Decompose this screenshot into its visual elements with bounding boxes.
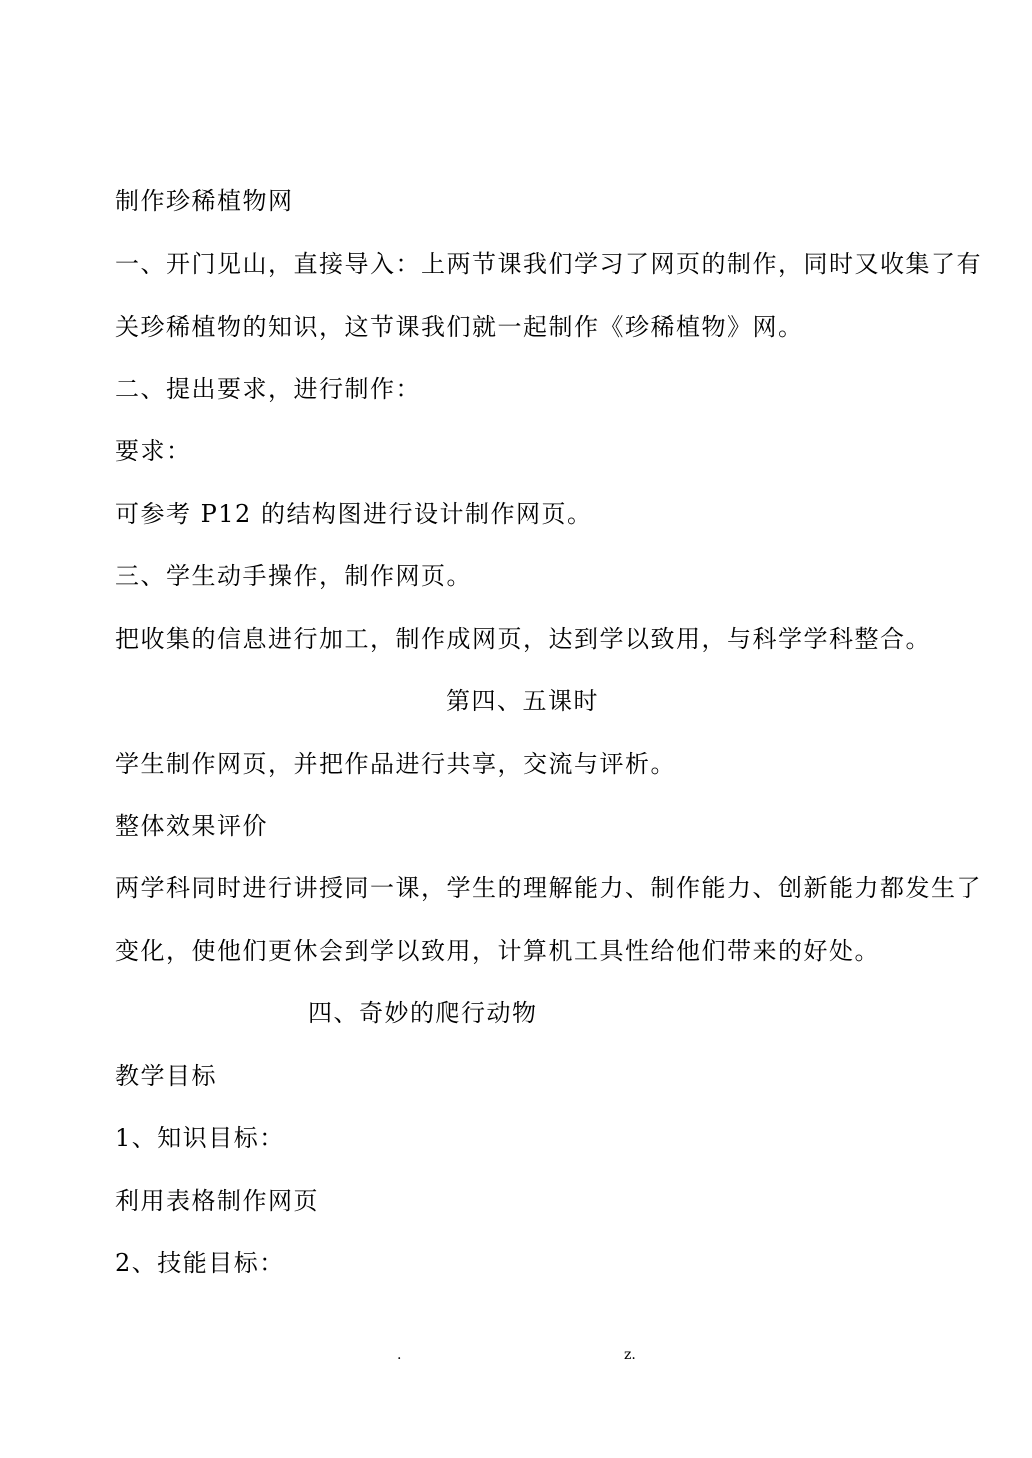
- paragraph-line: 教学目标: [115, 1062, 217, 1090]
- paragraph-line: 三、学生动手操作，制作网页。: [115, 562, 472, 590]
- paragraph-line: 二、提出要求，进行制作：: [115, 375, 421, 403]
- paragraph-line: 把收集的信息进行加工，制作成网页，达到学以致用，与科学学科整合。: [115, 625, 931, 653]
- footer-left-mark: .: [397, 1347, 402, 1363]
- paragraph-line: 要求：: [115, 437, 192, 465]
- paragraph-line: 两学科同时进行讲授同一课，学生的理解能力、制作能力、创新能力都发生了: [115, 874, 982, 902]
- paragraph-line: 1、知识目标：: [115, 1124, 285, 1152]
- lesson-heading: 第四、五课时: [446, 687, 599, 715]
- paragraph-line: 学生制作网页，并把作品进行共享，交流与评析。: [115, 750, 676, 778]
- paragraph-line: 利用表格制作网页: [115, 1187, 319, 1215]
- paragraph-line: 变化，使他们更休会到学以致用，计算机工具性给他们带来的好处。: [115, 937, 880, 965]
- footer-right-mark: z.: [624, 1347, 636, 1363]
- paragraph-line: 整体效果评价: [115, 812, 268, 840]
- chapter-heading: 四、奇妙的爬行动物: [308, 999, 538, 1027]
- paragraph-line: 可参考 P12 的结构图进行设计制作网页。: [115, 500, 593, 528]
- paragraph-line: 2、技能目标：: [115, 1249, 285, 1277]
- paragraph-line: 一、开门见山，直接导入：上两节课我们学习了网页的制作，同时又收集了有: [115, 250, 982, 278]
- section-title: 制作珍稀植物网: [115, 187, 294, 215]
- paragraph-line: 关珍稀植物的知识，这节课我们就一起制作《珍稀植物》网。: [115, 313, 804, 341]
